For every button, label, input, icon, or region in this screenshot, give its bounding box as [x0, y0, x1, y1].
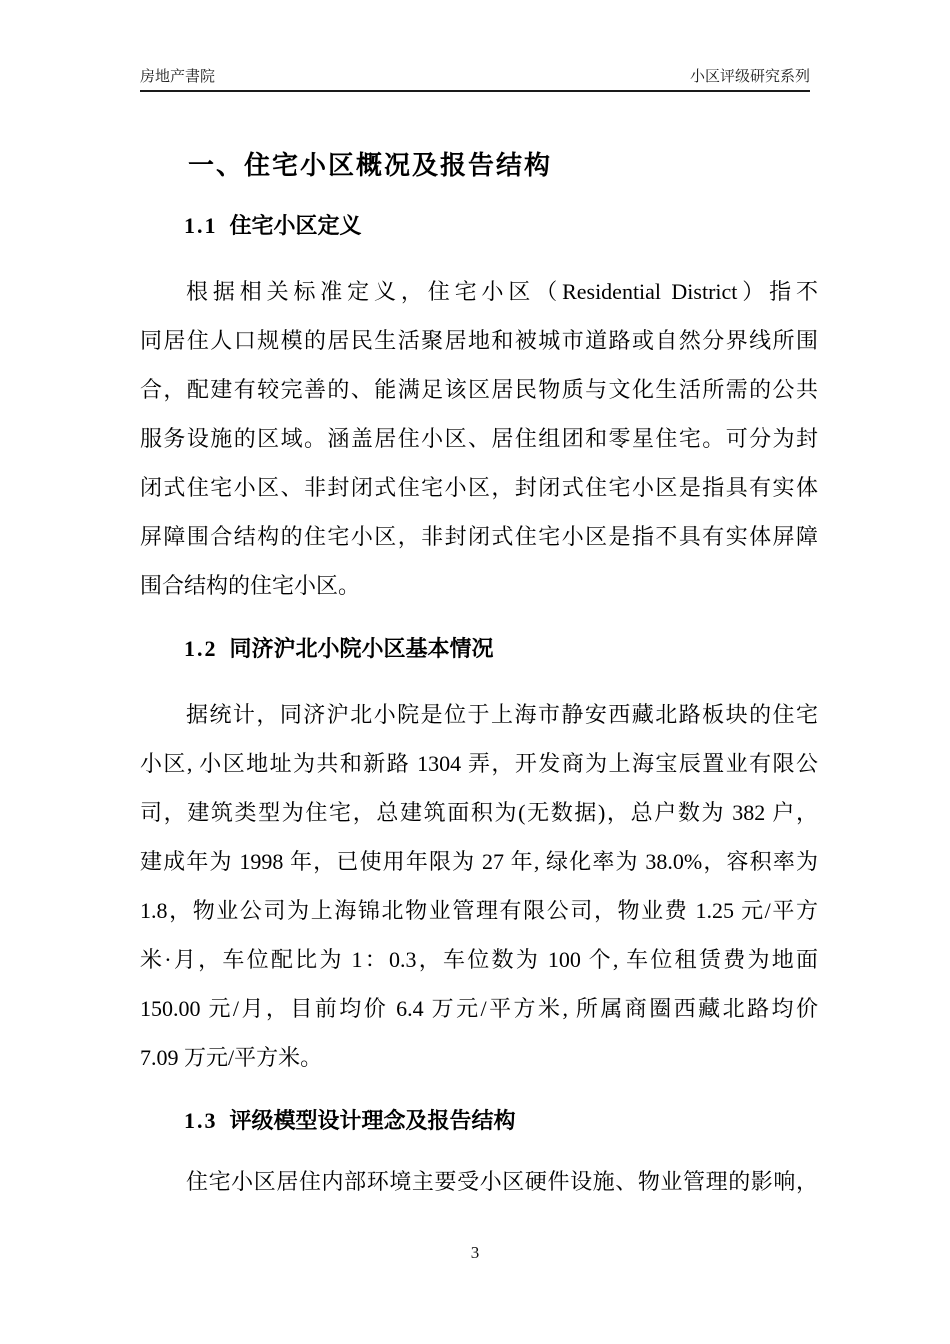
paragraph-line: 闭式住宅小区、非封闭式住宅小区，封闭式住宅小区是指具有实体 [140, 475, 818, 500]
paragraph-line: 小区, 小区地址为共和新路 1304 弄，开发商为上海宝辰置业有限公 [140, 751, 818, 776]
paragraph-line: 合，配建有较完善的、能满足该区居民物质与文化生活所需的公共 [140, 377, 818, 402]
section-1-1-paragraph [140, 267, 818, 610]
section-1-3-paragraph [140, 1157, 818, 1206]
paragraph-line: 住宅小区居住内部环境主要受小区硬件设施、物业管理的影响， [186, 1169, 818, 1194]
page-number: 3 [470, 1243, 480, 1262]
header-left-text: 房地产書院 [140, 68, 216, 85]
header-rule [140, 90, 810, 92]
paragraph-line: 据统计，同济沪北小院是位于上海市静安西藏北路板块的住宅 [186, 702, 818, 727]
section-1-2-paragraph [140, 690, 818, 1082]
paragraph-line: 屏障围合结构的住宅小区，非封闭式住宅小区是指不具有实体屏障 [140, 524, 818, 549]
paragraph-line: 同居住人口规模的居民生活聚居地和被城市道路或自然分界线所围 [140, 328, 818, 353]
section-1-3-heading [184, 1104, 516, 1135]
paragraph-line: 围合结构的住宅小区。 [140, 573, 361, 598]
paragraph-line: 根据相关标准定义，住宅小区（Residential District）指不 [186, 279, 818, 304]
paragraph-line: 司，建筑类型为住宅，总建筑面积为(无数据)，总户数为 382 户， [140, 800, 818, 825]
paragraph-line: 米·月，车位配比为 1：0.3，车位数为 100 个, 车位租赁费为地面 [140, 947, 818, 972]
section-1-2-title: 同济沪北小院小区基本情况 [229, 636, 494, 661]
paragraph-line: 服务设施的区域。涵盖居住小区、居住组团和零星住宅。可分为封 [140, 426, 818, 451]
section-1-3-title: 评级模型设计理念及报告结构 [229, 1108, 516, 1133]
chapter-title: 一、住宅小区概况及报告结构 [188, 150, 553, 180]
section-1-2-heading [184, 632, 494, 663]
paragraph-line: 1.8，物业公司为上海锦北物业管理有限公司，物业费 1.25 元/平方 [140, 898, 818, 923]
section-1-1-number: 1.1 [184, 213, 218, 238]
section-1-2-number: 1.2 [184, 636, 218, 661]
paragraph-line: 150.00 元/月，目前均价 6.4 万元/平方米, 所属商圈西藏北路均价 [140, 996, 818, 1021]
section-1-3-number: 1.3 [184, 1108, 218, 1133]
paragraph-line: 建成年为 1998 年，已使用年限为 27 年, 绿化率为 38.0%，容积率为 [140, 849, 818, 874]
page-header [140, 65, 810, 86]
section-1-1-title: 住宅小区定义 [229, 213, 362, 238]
page-footer [0, 1243, 950, 1263]
paragraph-line: 7.09 万元/平方米。 [140, 1045, 323, 1070]
header-right-text: 小区评级研究系列 [689, 68, 810, 85]
section-1-1-heading [184, 209, 362, 240]
